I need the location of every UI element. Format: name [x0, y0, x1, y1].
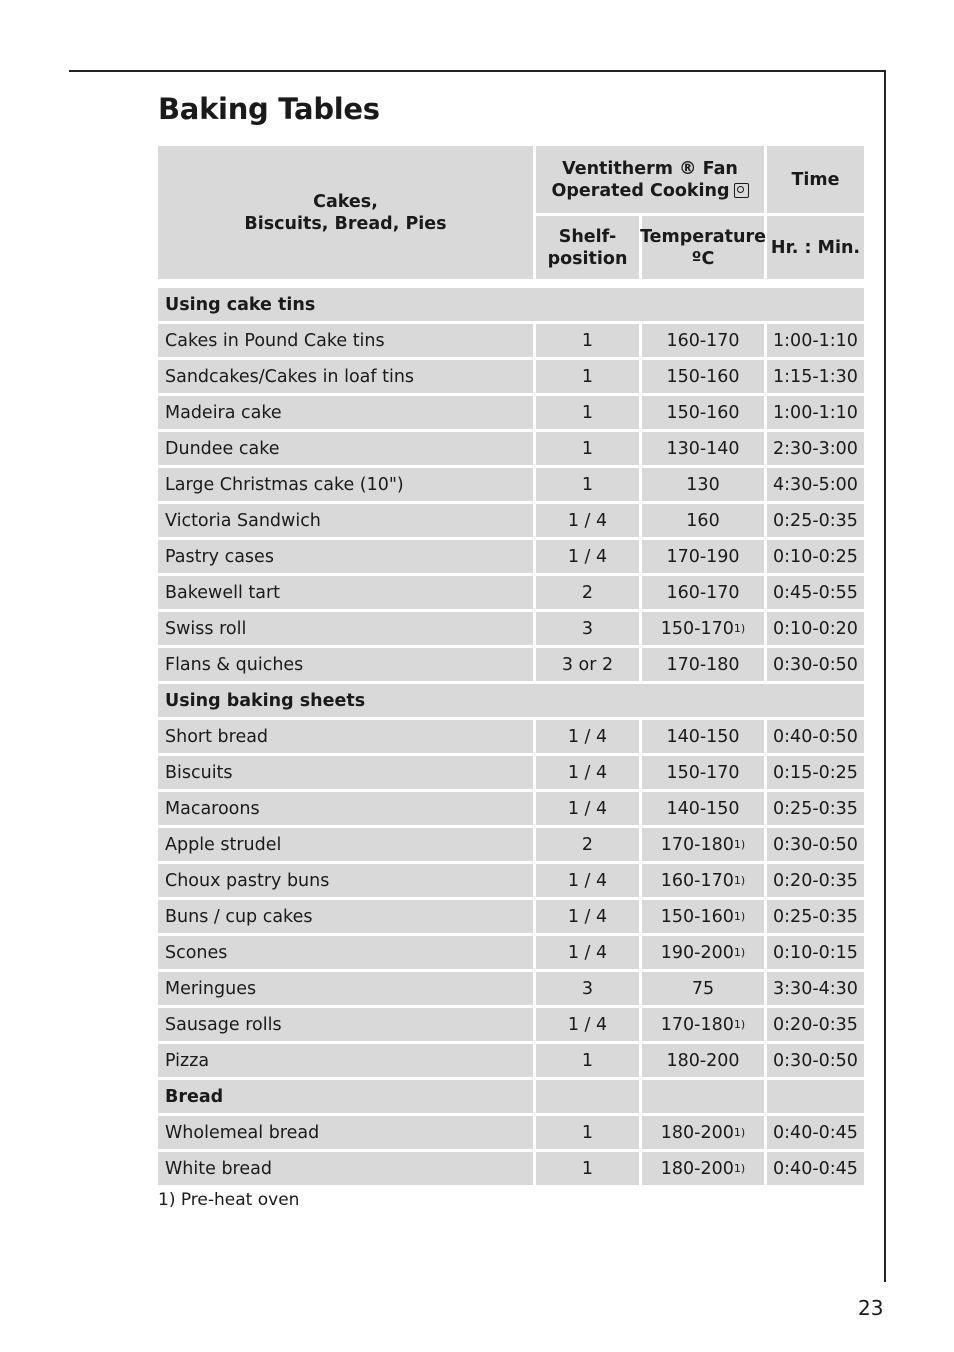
- row-dish: Sausage rolls: [158, 1008, 533, 1044]
- side-rule: [884, 70, 886, 1282]
- row-dish: Buns / cup cakes: [158, 900, 533, 936]
- row-time: 0:10-0:15: [767, 936, 864, 972]
- top-rule: [69, 70, 886, 72]
- row-temperature: [642, 396, 764, 432]
- header-dish: [158, 146, 533, 282]
- temperature-value: 130-140: [666, 438, 740, 459]
- row-time: 0:10-0:25: [767, 540, 864, 576]
- header-temp-line1: Temperature: [640, 226, 766, 247]
- page-title: Baking Tables: [158, 92, 380, 126]
- row-shelf: 1: [536, 1044, 639, 1080]
- row-dish: Swiss roll: [158, 612, 533, 648]
- row-shelf: 3: [536, 972, 639, 1008]
- row-dish: Pastry cases: [158, 540, 533, 576]
- temperature-value: 170-190: [666, 546, 740, 567]
- temperature-value: 160-170: [666, 330, 740, 351]
- row-shelf: 1 / 4: [536, 792, 639, 828]
- temperature-value: 150-160: [660, 906, 734, 927]
- temperature-value: 160: [686, 510, 720, 531]
- temperature-value: 160-170: [666, 582, 740, 603]
- row-time: 0:40-0:45: [767, 1116, 864, 1152]
- row-dish: Bakewell tart: [158, 576, 533, 612]
- row-temperature: [642, 432, 764, 468]
- row-dish: Sandcakes/Cakes in loaf tins: [158, 360, 533, 396]
- header-temp-line2: ºC: [691, 248, 715, 269]
- temperature-value: 150-170: [660, 618, 734, 639]
- row-dish: White bread: [158, 1152, 533, 1188]
- row-time: 1:00-1:10: [767, 396, 864, 432]
- row-shelf: 1 / 4: [536, 504, 639, 540]
- header-mode: [536, 146, 764, 216]
- header-time-unit: Hr. : Min.: [767, 216, 864, 282]
- row-shelf: 1: [536, 432, 639, 468]
- row-dish: Madeira cake: [158, 396, 533, 432]
- row-dish: Apple strudel: [158, 828, 533, 864]
- row-temperature: [642, 360, 764, 396]
- row-dish: Meringues: [158, 972, 533, 1008]
- row-dish: Victoria Sandwich: [158, 504, 533, 540]
- temperature-value: 150-160: [666, 366, 740, 387]
- fan-symbol-icon: [734, 183, 749, 198]
- row-time: 0:20-0:35: [767, 864, 864, 900]
- row-temperature: [642, 468, 764, 504]
- temperature-value: 130: [686, 474, 720, 495]
- row-temperature: 170-180 1): [642, 1008, 764, 1044]
- row-time: 0:25-0:35: [767, 900, 864, 936]
- row-shelf: 1: [536, 360, 639, 396]
- section-title: Bread: [158, 1080, 533, 1116]
- row-temperature: [642, 720, 764, 756]
- row-dish: Wholemeal bread: [158, 1116, 533, 1152]
- temperature-value: 140-150: [666, 726, 740, 747]
- row-temperature: 170-180 1): [642, 828, 764, 864]
- header-mode-line1: Ventitherm ® Fan: [562, 158, 738, 179]
- temperature-value: 170-180: [666, 654, 740, 675]
- row-time: 0:25-0:35: [767, 792, 864, 828]
- row-temperature: 190-200 1): [642, 936, 764, 972]
- row-shelf: 3: [536, 612, 639, 648]
- temperature-value: 160-170: [660, 870, 734, 891]
- empty-cell: [536, 1080, 639, 1116]
- row-shelf: 1: [536, 324, 639, 360]
- row-dish: Scones: [158, 936, 533, 972]
- header-shelf-line1: Shelf-: [558, 226, 617, 247]
- header-mode-line2: Operated Cooking: [551, 180, 730, 201]
- row-time: 0:40-0:45: [767, 1152, 864, 1188]
- section-title: Using cake tins: [158, 288, 864, 324]
- row-dish: Large Christmas cake (10"): [158, 468, 533, 504]
- row-temperature: 180-200 1): [642, 1152, 764, 1188]
- row-temperature: 150-170 1): [642, 612, 764, 648]
- row-shelf: 3 or 2: [536, 648, 639, 684]
- header-shelf: [536, 216, 639, 282]
- row-shelf: 1: [536, 1116, 639, 1152]
- row-dish: Macaroons: [158, 792, 533, 828]
- temperature-value: 75: [691, 978, 715, 999]
- row-shelf: 1: [536, 468, 639, 504]
- row-shelf: 1 / 4: [536, 720, 639, 756]
- row-dish: Biscuits: [158, 756, 533, 792]
- row-temperature: [642, 648, 764, 684]
- row-shelf: 1: [536, 1152, 639, 1188]
- row-temperature: [642, 504, 764, 540]
- temperature-value: 190-200: [660, 942, 734, 963]
- row-shelf: 1 / 4: [536, 540, 639, 576]
- row-time: 0:45-0:55: [767, 576, 864, 612]
- row-time: 0:30-0:50: [767, 648, 864, 684]
- temperature-value: 180-200: [666, 1050, 740, 1071]
- row-time: 2:30-3:00: [767, 432, 864, 468]
- row-temperature: [642, 576, 764, 612]
- row-shelf: 1 / 4: [536, 1008, 639, 1044]
- temperature-value: 170-180: [660, 1014, 734, 1035]
- row-shelf: 1 / 4: [536, 900, 639, 936]
- row-dish: Pizza: [158, 1044, 533, 1080]
- row-temperature: 160-170 1): [642, 864, 764, 900]
- row-time: 1:15-1:30: [767, 360, 864, 396]
- temperature-value: 170-180: [660, 834, 734, 855]
- section-title: Using baking sheets: [158, 684, 864, 720]
- row-dish: Dundee cake: [158, 432, 533, 468]
- row-time: 0:40-0:50: [767, 720, 864, 756]
- row-time: 0:20-0:35: [767, 1008, 864, 1044]
- header-shelf-line2: position: [547, 248, 628, 269]
- empty-cell: [767, 1080, 864, 1116]
- row-temperature: [642, 324, 764, 360]
- temperature-value: 180-200: [660, 1158, 734, 1179]
- temperature-value: 150-160: [666, 402, 740, 423]
- row-time: 3:30-4:30: [767, 972, 864, 1008]
- row-shelf: 2: [536, 576, 639, 612]
- baking-table: [158, 146, 864, 1188]
- row-time: 4:30-5:00: [767, 468, 864, 504]
- row-shelf: 1 / 4: [536, 864, 639, 900]
- page-number: 23: [858, 1296, 884, 1320]
- row-shelf: 1: [536, 396, 639, 432]
- row-temperature: [642, 756, 764, 792]
- header-temperature: [642, 216, 764, 282]
- row-temperature: [642, 540, 764, 576]
- row-temperature: 150-160 1): [642, 900, 764, 936]
- row-time: 0:15-0:25: [767, 756, 864, 792]
- header-time: Time: [767, 146, 864, 216]
- row-temperature: [642, 792, 764, 828]
- temperature-value: 150-170: [666, 762, 740, 783]
- header-dish-line1: Cakes,: [313, 191, 378, 212]
- footnote: 1) Pre-heat oven: [158, 1190, 300, 1210]
- empty-cell: [642, 1080, 764, 1116]
- row-temperature: [642, 1044, 764, 1080]
- row-dish: Cakes in Pound Cake tins: [158, 324, 533, 360]
- row-dish: Flans & quiches: [158, 648, 533, 684]
- row-time: 0:30-0:50: [767, 1044, 864, 1080]
- row-time: 0:10-0:20: [767, 612, 864, 648]
- row-shelf: 1 / 4: [536, 756, 639, 792]
- row-dish: Choux pastry buns: [158, 864, 533, 900]
- temperature-value: 180-200: [660, 1122, 734, 1143]
- row-time: 1:00-1:10: [767, 324, 864, 360]
- row-temperature: [642, 972, 764, 1008]
- row-time: 0:30-0:50: [767, 828, 864, 864]
- row-dish: Short bread: [158, 720, 533, 756]
- row-shelf: 1 / 4: [536, 936, 639, 972]
- row-temperature: 180-200 1): [642, 1116, 764, 1152]
- header-dish-line2: Biscuits, Bread, Pies: [244, 213, 447, 234]
- row-shelf: 2: [536, 828, 639, 864]
- row-time: 0:25-0:35: [767, 504, 864, 540]
- temperature-value: 140-150: [666, 798, 740, 819]
